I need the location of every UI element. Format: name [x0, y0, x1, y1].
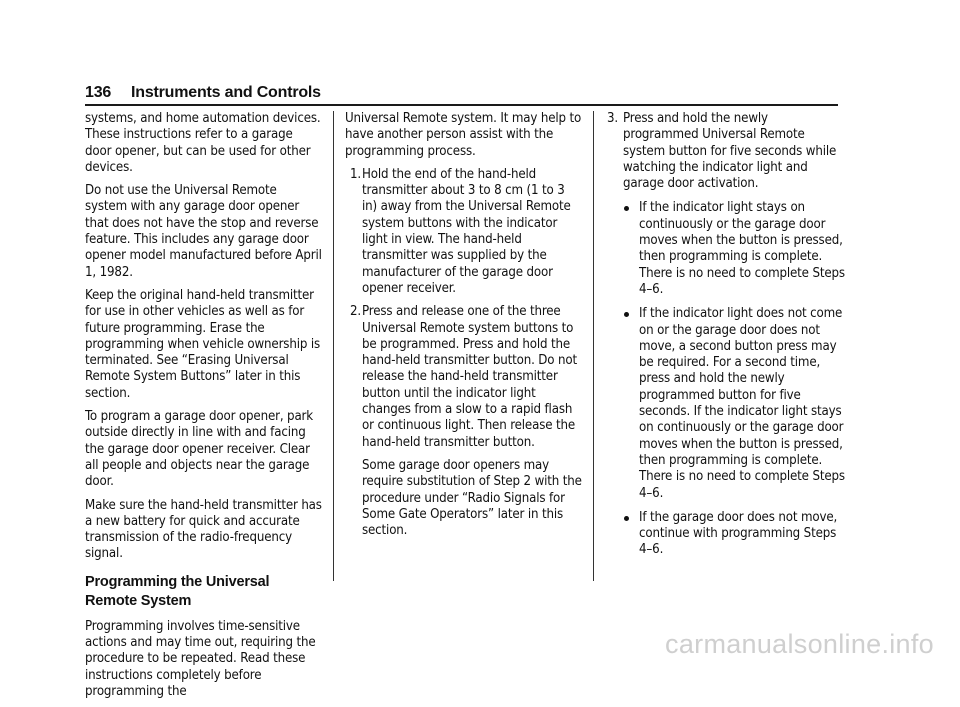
subheading-programming: Programming the Universal Remote System — [85, 573, 270, 609]
column-divider — [593, 111, 594, 581]
step-number: 1. — [350, 166, 362, 182]
step-text: Hold the end of the hand-held transmitter about 3 to 8 cm (1 to 3 in) away from the Universal Remote system buttons with the indicator light in view. The hand-held transmitter was supplied by the manufacturer of the garage door opener receiver. — [362, 166, 571, 296]
bullet-item — [623, 306, 845, 502]
step-number: 3. — [607, 111, 619, 126]
bullet-icon — [624, 312, 629, 317]
bullet-icon — [624, 516, 629, 521]
column-right — [607, 111, 845, 566]
bullet-icon — [624, 206, 629, 211]
column-left — [85, 111, 322, 707]
paragraph: Make sure the hand-held transmitter has a new battery for quick and accurate transmission of the radio-frequency signal. — [85, 497, 322, 562]
bullet-item — [623, 510, 845, 559]
paragraph: Do not use the Universal Remote system with any garage door opener that does not have the stop and reverse feature. This includes any garage door opener model manufactured before April 1, 1982. — [85, 183, 322, 280]
step-item — [607, 111, 845, 559]
section-title: Instruments and Controls — [131, 84, 321, 101]
paragraph: Keep the original hand-held transmitter for use in other vehicles as well as for future programming. Erase the programming when vehicle ownership is terminated. See “Erasing Universal Remote System Buttons” later in this section. — [85, 287, 321, 401]
bullet-text: If the garage door does not move, continue with programming Steps 4–6. — [639, 509, 838, 558]
page-header — [85, 82, 838, 106]
column-middle — [345, 111, 582, 546]
step-number: 2. — [350, 304, 362, 320]
paragraph: To program a garage door opener, park outside directly in line with and facing the garage door opener receiver. Clear all people and objects near the garage door. — [85, 409, 314, 490]
step-item — [345, 167, 582, 297]
step-text: Press and release one of the three Universal Remote system buttons to be programmed. Press and hold the hand-held transmitter button. Do not release the hand-held transmitter button until the indicator light changes from a slow to a rapid flash or continuous light. Then release the hand-held transmitter button. — [362, 304, 577, 450]
bullet-text: If the indicator light stays on continuously or the garage door moves when the button is pressed, then programming is complete. There is no need to complete Steps 4–6. — [639, 200, 845, 297]
page-number: 136 — [85, 84, 112, 101]
paragraph: Universal Remote system. It may help to have another person assist with the programming process. — [345, 111, 582, 159]
step-note: Some garage door openers may require substitution of Step 2 with the procedure under “Radio Signals for Some Gate Operators” later in this section. — [362, 457, 582, 539]
step-item — [345, 304, 582, 539]
paragraph: systems, and home automation devices. These instructions refer to a garage door opener, but can be used for other devices. — [85, 111, 321, 175]
bullet-text: If the indicator light does not come on or the garage door does not move, a second button press may be required. For a second time, press and hold the newly programmed button for five seconds. If the indicator light stays on continuously or the garage door moves when the button is pressed, then programming is complete. There is no need to complete Steps 4–6. — [639, 306, 845, 501]
bullet-item — [623, 200, 845, 298]
step-text: Press and hold the newly programmed Universal Remote system button for five seconds while watching the indicator light and garage door activation. — [623, 111, 837, 192]
watermark: carmanualsonline.info — [665, 629, 934, 659]
column-divider — [333, 111, 334, 581]
paragraph: Programming involves time-sensitive actions and may time out, requiring the procedure to be repeated. Read these instructions completely before programming the — [85, 618, 316, 699]
